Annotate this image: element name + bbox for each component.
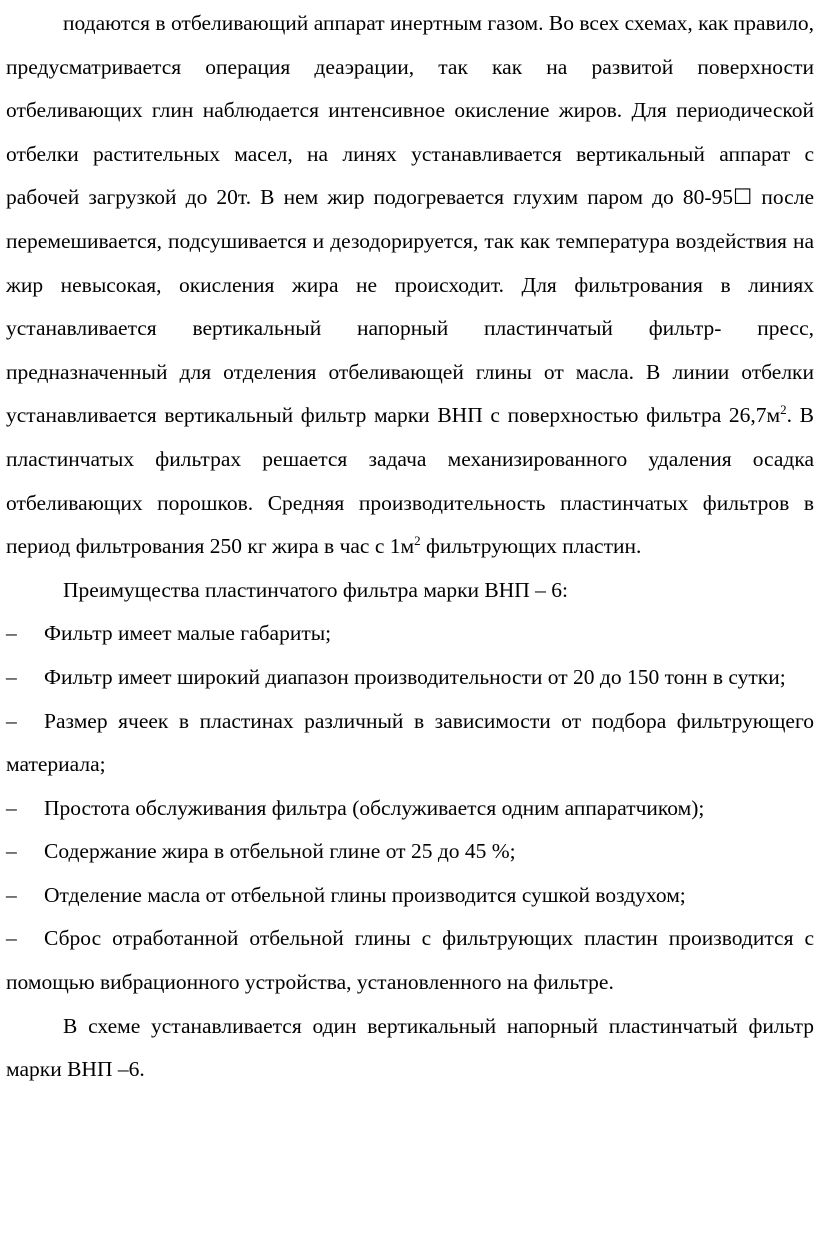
list-item — [6, 787, 814, 831]
paragraph-text-2: . В пластинчатых фильтрах решается задача механизированного удаления осадка отбеливающих порошков. Средняя производительность пластинчатых фильтров в период фильтрования 250 кг жира в час с 1м — [6, 403, 814, 559]
final-paragraph: В схеме устанавливается один вертикальный напорный пластинчатый фильтр марки ВНП –6. — [6, 1013, 814, 1082]
list-item — [6, 874, 814, 918]
dash-marker: – — [6, 839, 17, 864]
paragraph-text-1: подаются в отбеливающий аппарат инертным газом. Во всех схемах, как правило, предусматривается операция деаэрации, так как на развитой поверхности отбеливающих глин наблюдается интенсивное окисление жиров. Для периодической отбелки растительных масел, на линях устанавливается вертикальный аппарат с рабочей загрузкой до 20т. В нем жир подогревается глухим паром до 80-95☐ после перемешивается, подсушивается и дезодорируется, так как температура воздействия на жир невысокая, окисления жира не происходит. Для фильтрования в линиях устанавливается вертикальный напорный пластинчатый фильтр- пресс, предназначенный для отделения отбеливающей глины от масла. В линии отбелки устанавливается вертикальный фильтр марки ВНП с поверхностью фильтра 26,7м — [6, 11, 814, 428]
dash-marker: – — [6, 664, 17, 689]
dash-marker: – — [6, 621, 17, 646]
body-paragraph — [6, 2, 814, 569]
list-item-text: Сброс отработанной отбельной глины с фильтрующих пластин производится с помощью вибрационного устройства, установленного на фильтре. — [6, 926, 814, 995]
dash-marker: – — [6, 795, 17, 820]
list-item — [6, 612, 814, 656]
list-item — [6, 700, 814, 787]
advantages-heading: Преимущества пластинчатого фильтра марки ВНП – 6: — [63, 577, 569, 602]
list-item-text: Содержание жира в отбельной глине от 25 до 45 %; — [44, 839, 516, 864]
list-item — [6, 917, 814, 1004]
list-item-text: Фильтр имеет широкий диапазон производительности от 20 до 150 тонн в сутки; — [44, 664, 786, 689]
list-item-text: Отделение масла от отбельной глины производится сушкой воздухом; — [44, 882, 686, 907]
list-item-text: Фильтр имеет малые габариты; — [44, 621, 332, 646]
dash-marker: – — [6, 708, 17, 733]
list-item-text: Простота обслуживания фильтра (обслуживается одним аппаратчиком); — [44, 795, 705, 820]
list-item — [6, 830, 814, 874]
superscript-squared: 2 — [780, 402, 787, 418]
dash-marker: – — [6, 882, 17, 907]
paragraph-text-3: фильтрующих пластин. — [420, 534, 642, 559]
list-item — [6, 656, 814, 700]
superscript-squared: 2 — [414, 533, 421, 549]
dash-marker: – — [6, 926, 17, 951]
list-item-text: Размер ячеек в пластинах различный в зависимости от подбора фильтрующего материала; — [6, 708, 814, 777]
